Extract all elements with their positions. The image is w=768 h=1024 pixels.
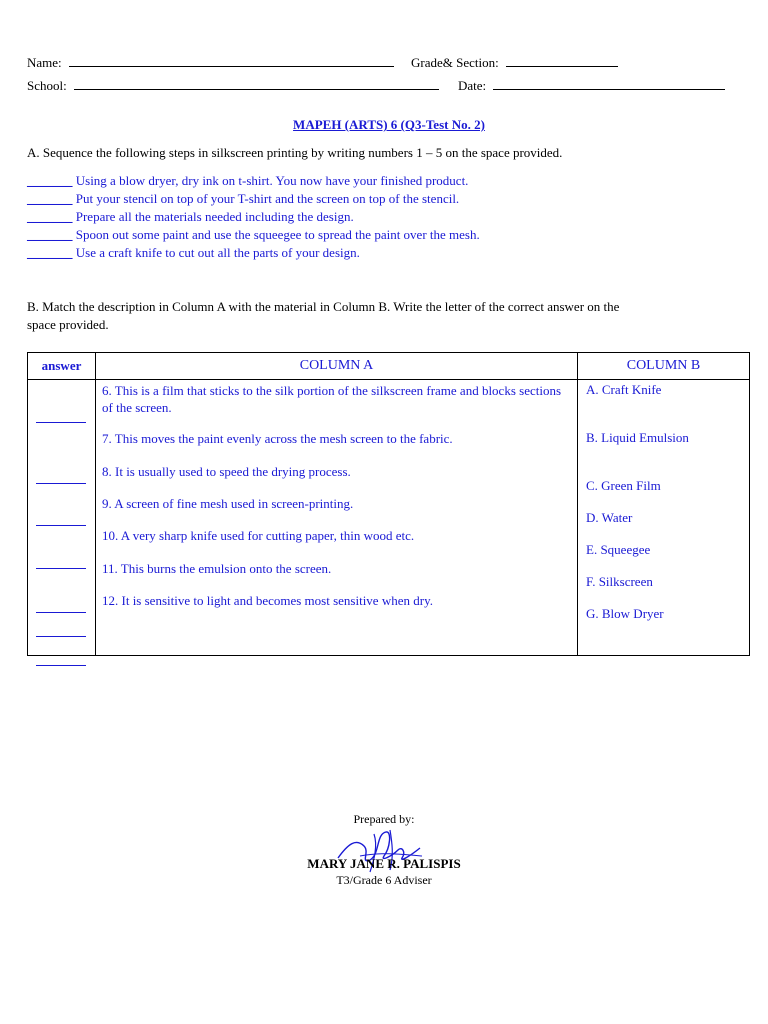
name-row	[27, 53, 394, 71]
answer-blank-8[interactable]	[36, 525, 86, 526]
step-item	[27, 190, 480, 208]
date-row	[458, 76, 725, 94]
answer-blank-6[interactable]	[36, 422, 86, 423]
step-item	[27, 244, 480, 262]
grade-section-line[interactable]	[506, 53, 618, 67]
name-line[interactable]	[69, 53, 394, 67]
step-item	[27, 226, 480, 244]
step-blank[interactable]: _______	[27, 209, 73, 224]
column-b-item: G. Blow Dryer	[586, 606, 664, 621]
part-a-steps	[27, 172, 480, 262]
column-a-item: 12. It is sensitive to light and becomes most sensitive when dry.	[102, 593, 433, 608]
school-row	[27, 76, 439, 94]
column-b-item: C. Green Film	[586, 478, 661, 493]
step-blank[interactable]: _______	[27, 227, 73, 242]
table-header-row	[28, 353, 750, 380]
preparer-name: MARY JANE R. PALISPIS	[307, 856, 461, 871]
column-b	[578, 380, 750, 656]
step-item	[27, 172, 480, 190]
part-b-instruction-line1: B. Match the description in Column A with the material in Column B. Write the letter of the correct answer on the	[27, 299, 620, 314]
column-a-item: 6. This is a film that sticks to the silk portion of the silkscreen frame and blocks sections of the screen.	[102, 383, 562, 415]
step-blank[interactable]: _______	[27, 191, 73, 206]
answer-blank-7[interactable]	[36, 483, 86, 484]
prepared-by-label: Prepared by:	[353, 812, 415, 826]
page-title: MAPEH (ARTS) 6 (Q3-Test No. 2)	[293, 117, 485, 132]
preparer-position: T3/Grade 6 Adviser	[336, 873, 432, 887]
answer-blank-9[interactable]	[36, 568, 86, 569]
column-a-item: 9. A screen of fine mesh used in screen-printing.	[102, 496, 354, 511]
grade-section-row	[411, 53, 618, 71]
school-label: School:	[27, 78, 67, 93]
column-a	[96, 380, 578, 656]
column-a-item: 7. This moves the paint evenly across the mesh screen to the fabric.	[102, 431, 453, 446]
column-b-item: E. Squeegee	[586, 542, 651, 557]
column-b-item: D. Water	[586, 510, 633, 525]
date-label: Date:	[458, 78, 487, 93]
name-label: Name:	[27, 55, 62, 70]
date-line[interactable]	[493, 76, 725, 90]
part-a-instruction: A. Sequence the following steps in silkscreen printing by writing numbers 1 – 5 on the space provided.	[27, 145, 563, 160]
step-text: Using a blow dryer, dry ink on t-shirt. You now have your finished product.	[75, 173, 469, 188]
step-text: Use a craft knife to cut out all the parts of your design.	[75, 245, 360, 260]
step-blank[interactable]: _______	[27, 173, 73, 188]
answer-column	[28, 380, 96, 656]
column-b-item: F. Silkscreen	[586, 574, 653, 589]
school-line[interactable]	[74, 76, 439, 90]
part-b-instruction-line2: space provided.	[27, 317, 109, 332]
step-blank[interactable]: _______	[27, 245, 73, 260]
answer-blank-11[interactable]	[36, 636, 86, 637]
column-a-item: 11. This burns the emulsion onto the screen.	[102, 561, 332, 576]
column-b-item: B. Liquid Emulsion	[586, 430, 689, 445]
answer-header: answer	[28, 353, 96, 380]
column-b-item: A. Craft Knife	[586, 382, 662, 397]
answer-blank-10[interactable]	[36, 612, 86, 613]
table-body-row	[28, 380, 750, 656]
column-a-header: COLUMN A	[96, 353, 578, 380]
step-text: Spoon out some paint and use the squeegee to spread the paint over the mesh.	[75, 227, 480, 242]
column-b-header: COLUMN B	[578, 353, 750, 380]
matching-table	[27, 352, 750, 656]
step-text: Put your stencil on top of your T-shirt and the screen on top of the stencil.	[75, 191, 460, 206]
grade-section-label: Grade& Section:	[411, 55, 499, 70]
column-a-item: 8. It is usually used to speed the drying process.	[102, 464, 351, 479]
step-text: Prepare all the materials needed including the design.	[75, 209, 354, 224]
step-item	[27, 208, 480, 226]
answer-blank-12[interactable]	[36, 665, 86, 666]
column-a-item: 10. A very sharp knife used for cutting paper, thin wood etc.	[102, 528, 415, 543]
